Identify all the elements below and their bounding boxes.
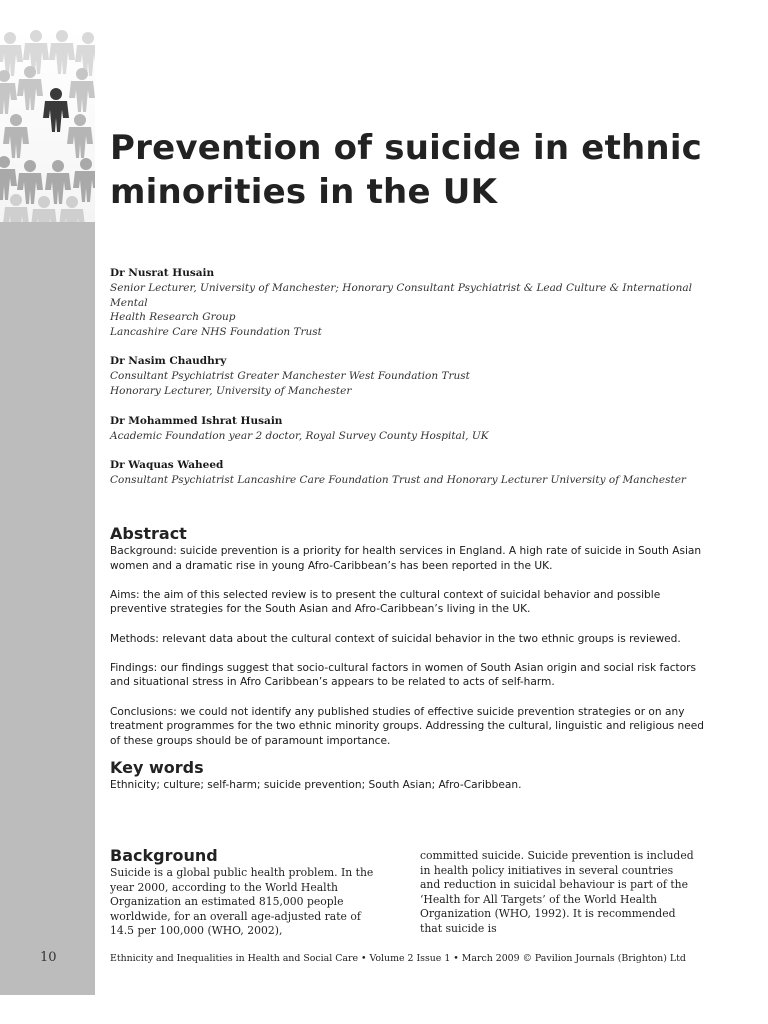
abstract-findings: Findings: our findings suggest that socio-cultural factors in women of South Asian origin and social risk factors and situational stress in Afro Caribbean’s appears to be related to acts of self-harm.: [110, 661, 697, 689]
keywords-text: Ethnicity; culture; self-harm; suicide prevention; South Asian; Afro-Caribbean.: [110, 779, 522, 791]
abstract-heading: Abstract: [110, 524, 187, 543]
keywords-section: [110, 758, 710, 807]
author-affiliation: Consultant Psychiatrist Lancashire Care Foundation Trust and Honorary Lecturer University of Manchester: [110, 474, 686, 487]
abstract-section: [110, 524, 710, 763]
author-entry: [110, 354, 710, 398]
author-name: Dr Nasim Chaudhry: [110, 355, 227, 368]
background-text-right: committed suicide. Suicide prevention is included in health policy initiatives in several countries and reduction in suicidal behaviour is part of the ‘Health for All Targets’ of the World Health Organization (WHO, 1992). It is recommended that suicide is: [420, 849, 694, 935]
background-column-right: [420, 849, 695, 937]
author-affiliation: Lancashire Care NHS Foundation Trust: [110, 325, 322, 338]
sidebar-bar: [0, 222, 95, 995]
abstract-conclusions: Conclusions: we could not identify any published studies of effective suicide prevention strategies or on any treatment programmes for the two ethnic minority groups. Addressing the cultural, linguistic and religious need of these groups should be of paramount importance.: [110, 705, 705, 747]
page-number: 10: [40, 950, 57, 965]
paper-people-icon: [0, 30, 95, 222]
author-name: Dr Waquas Waheed: [110, 459, 224, 472]
journal-footer: Ethnicity and Inequalities in Health and Social Care • Volume 2 Issue 1 • March 2009 © Pavilion Journals (Brighton) Ltd: [110, 953, 686, 964]
author-entry: [110, 266, 710, 339]
author-name: Dr Nusrat Husain: [110, 267, 215, 279]
abstract-methods: Methods: relevant data about the cultural context of suicidal behavior in the two ethnic groups is reviewed.: [110, 632, 681, 645]
author-affiliation: Academic Foundation year 2 doctor, Royal Survey County Hospital, UK: [110, 429, 489, 442]
keywords-heading: Key words: [110, 758, 204, 777]
author-affiliation: Health Research Group: [110, 311, 236, 324]
author-list: [110, 266, 710, 503]
abstract-background: Background: suicide prevention is a priority for health services in England. A high rate of suicide in South Asian women and a dramatic rise in young Afro-Caribbean’s has been reported in the UK.: [110, 545, 702, 572]
background-column-left: [110, 846, 385, 939]
author-affiliation: Honorary Lecturer, University of Manchester: [110, 384, 352, 397]
author-affiliation: Senior Lecturer, University of Manchester; Honorary Consultant Psychiatrist & Lead Culture & International Mental: [110, 282, 693, 309]
article-title: Prevention of suicide in ethnic minorities in the UK: [110, 128, 703, 212]
paper-people-graphic: [0, 30, 95, 222]
author-affiliation: Consultant Psychiatrist Greater Manchester West Foundation Trust: [110, 370, 470, 383]
abstract-aims: Aims: the aim of this selected review is to present the cultural context of suicidal behavior and possible preventive strategies for the South Asian and Afro-Caribbean’s living in the UK.: [110, 588, 661, 616]
background-heading: Background: [110, 846, 218, 865]
background-text-left: Suicide is a global public health problem. In the year 2000, according to the World Health Organization an estimated 815,000 people worldwide, for an overall age-adjusted rate of 14.5 per 100,000 (WHO, 2002),: [110, 866, 374, 938]
author-entry: [110, 458, 710, 488]
author-name: Dr Mohammed Ishrat Husain: [110, 414, 283, 427]
author-entry: [110, 414, 710, 444]
